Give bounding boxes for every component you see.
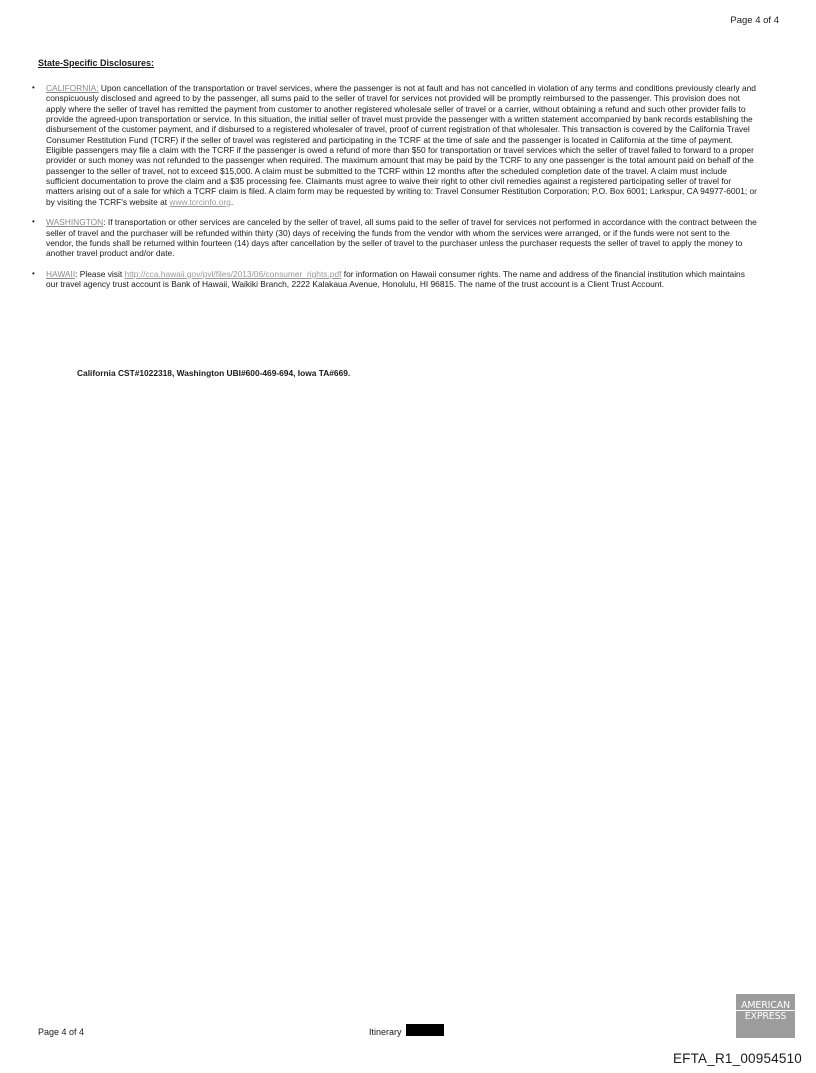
disclosure-hawaii — [28, 269, 758, 290]
footer-itinerary-label: Itinerary — [369, 1027, 402, 1037]
page-number-top: Page 4 of 4 — [730, 15, 779, 26]
disclosure-washington — [28, 217, 758, 258]
hawaii-consumer-rights-link[interactable]: http://cca.hawaii.gov/pvl/files/2013/06/consumer_rights.pdf — [124, 268, 342, 279]
logo-line-2: EXPRESS — [744, 1011, 787, 1022]
tcrf-website-link[interactable]: www.tcrcinfo.org — [169, 196, 231, 207]
page-number-bottom: Page 4 of 4 — [38, 1027, 85, 1037]
redaction-box — [406, 1024, 444, 1036]
bullet-icon: • — [32, 268, 35, 278]
bullet-icon: • — [32, 83, 35, 92]
disclosure-list — [28, 83, 758, 300]
disclosure-text-end: . — [230, 196, 234, 207]
disclosure-california — [28, 83, 758, 207]
state-link-washington[interactable]: WASHINGTON — [46, 217, 104, 228]
disclosure-text: : Please visit — [75, 268, 125, 279]
license-numbers: California CST#1022318, Washington UBI#600-469-694, Iowa TA#669. — [77, 368, 351, 378]
disclosure-text: Upon cancellation of the transportation or travel services, where the passenger is not at fault and has not cancelled in violation of any terms and conditions previously clearly and conspicuously disclosed and agreed to by the passenger, all sums paid to the seller of travel for services not provided will be promptly reimbursed to the passenger. This provision does not apply where the seller of travel has remitted the payment from customer to another registered wholesale seller of travel or a carrier, without obtaining a refund and such other provider fails to provide the agreed-upon transportation or service. In this situation, the initial seller of travel must provide the passenger with a written statement accompanied by bank records establishing the disbursement of the customer payment, and if disbursed to a registered wholesaler of travel, proof of current registration of that wholesaler. This transaction is covered by the California Travel Consumer Restitution Fund (TCRF) if the seller of travel was registered and participating in the TCRF at the time of sale and the passenger is located in California at the time of payment. Eligible passengers may file a claim with the TCRF if the passenger is owed a refund of more than $50 for transportation or travel services which the seller of travel failed to forward to a proper provider or such money was not refunded to the passenger when required. The maximum amount that may be paid by the TCRF to any one passenger is the total amount paid on behalf of the passenger to the seller of travel, not to exceed $15,000. A claim must be submitted to the TCRF within 12 months after the scheduled completion date of the travel. A claim must include sufficient documentation to prove the claim and a $35 processing fee. Claimants must agree to waive their right to other civil remedies against a registered participating seller of travel for matters arising out of a sale for which a TCRF claim is filed. A claim form may be requested by writing to: Travel Consumer Restitution Corporation; P.O. Box 6001; Larkspur, CA 94977-6001; or by visiting the TCRF's website at — [46, 83, 757, 207]
state-link-hawaii[interactable]: HAWAII — [46, 268, 76, 279]
bullet-icon: • — [32, 217, 35, 227]
disclosure-text-end: for information on Hawaii consumer rights. The name and address of the financial institution which maintains our travel agency trust account is Bank of Hawaii, Waikiki Branch, 2222 Kalakaua Avenue, Honolulu, HI 96815. The name of the trust account is a Client Trust Account. — [46, 268, 745, 290]
logo-line-1: AMERICAN — [741, 1000, 790, 1011]
american-express-logo — [736, 994, 795, 1038]
section-heading: State-Specific Disclosures: — [38, 58, 155, 68]
disclosure-text: : If transportation or other services are canceled by the seller of travel, all sums paid to the seller of travel for services not performed in accordance with the contract between the seller of travel and the purchaser will be refunded within thirty (30) days of receiving the funds from the vendor with whom the services were arranged, or if the funds were not sent to the vendor, the funds shall be returned within fourteen (14) days after cancellation by the seller of travel to the purchaser unless the purchaser requests the seller of travel to apply the money to another travel product and/or date. — [46, 217, 757, 259]
document-id: EFTA_R1_00954510 — [672, 1051, 802, 1066]
state-link-california[interactable]: CALIFORNIA: — [46, 83, 99, 93]
